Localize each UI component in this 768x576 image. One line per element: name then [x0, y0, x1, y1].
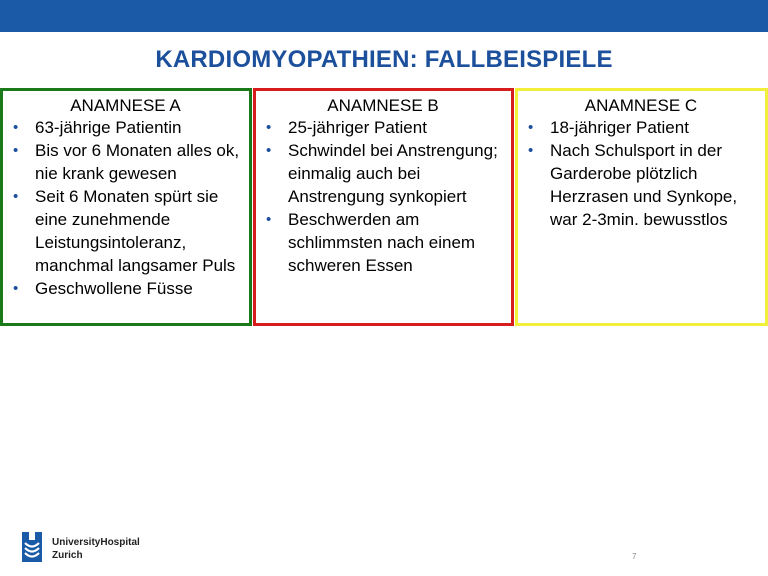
bullet-icon: •	[13, 142, 19, 159]
list-item: • 25-jähriger Patient	[266, 118, 427, 137]
bullet-icon: •	[13, 119, 19, 136]
list-item: • Bis vor 6 Monaten alles ok, nie krank gewesen	[13, 141, 240, 183]
list-item: • Seit 6 Monaten spürt sie eine zunehmende Leistungsintoleranz, manchmal langsamer Puls	[13, 187, 236, 275]
bullet-icon: •	[528, 119, 534, 136]
bullet-icon: •	[266, 142, 272, 159]
slide-title: KARDIOMYOPATHIEN: FALLBEISPIELE	[155, 46, 613, 73]
bullet-icon: •	[266, 211, 272, 228]
list-item: • Schwindel bei Anstrengung; einmalig auch bei Anstrengung synkopiert	[266, 141, 498, 206]
logo-line-2: Zurich	[52, 550, 83, 561]
anamnese-b-box	[253, 88, 514, 326]
anamnese-c-box	[515, 88, 768, 326]
university-hospital-logo-icon	[22, 532, 42, 562]
anamnese-a-list	[8, 116, 243, 300]
anamnese-c-list	[523, 116, 759, 231]
top-bar	[0, 0, 768, 32]
bullet-icon: •	[266, 119, 272, 136]
logo-line-1: UniversityHospital	[52, 537, 140, 548]
anamnese-b-list	[261, 116, 505, 277]
page-number: 7	[632, 552, 637, 561]
anamnese-c-title: ANAMNESE C	[584, 96, 698, 115]
bullet-icon: •	[528, 142, 534, 159]
list-item: • Beschwerden am schlimmsten nach einem schweren Essen	[266, 210, 476, 275]
logo-text	[52, 536, 140, 562]
list-item: • 63-jährige Patientin	[13, 118, 182, 137]
anamnese-b-title: ANAMNESE B	[327, 96, 439, 115]
bullet-icon: •	[13, 188, 19, 205]
list-item: • Geschwollene Füsse	[13, 279, 193, 298]
anamnese-a-box	[0, 88, 252, 326]
list-item: • 18-jähriger Patient	[528, 118, 689, 137]
list-item: • Nach Schulsport in der Garderobe plötzlich Herzrasen und Synkope, war 2-3min. bewusstlos	[528, 141, 738, 229]
anamnese-a-title: ANAMNESE A	[70, 96, 181, 115]
bullet-icon: •	[13, 280, 19, 297]
